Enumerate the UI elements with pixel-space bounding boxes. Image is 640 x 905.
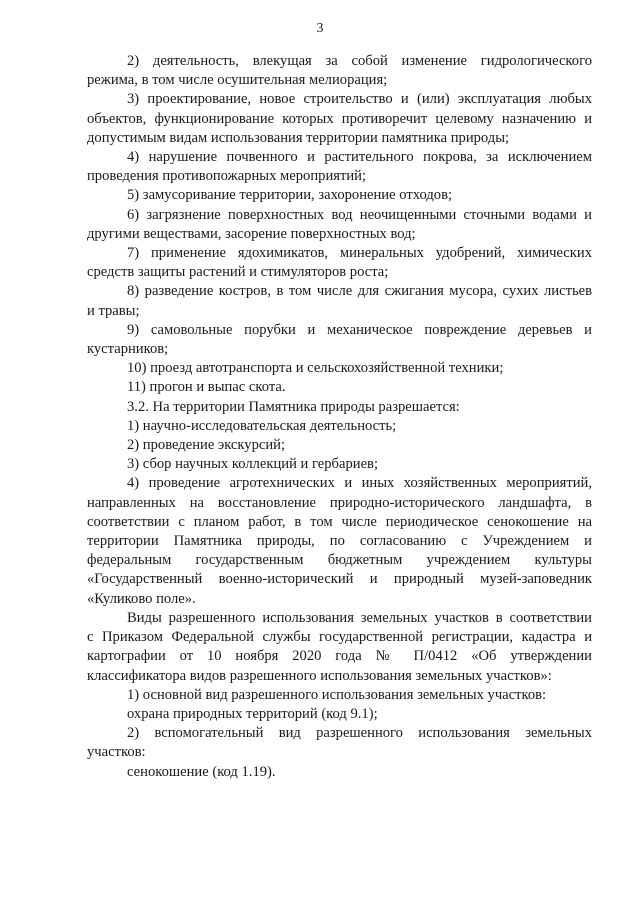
text-line: 6) загрязнение поверхностных вод неочищенными сточными водами и xyxy=(127,206,592,223)
paragraph xyxy=(87,686,592,705)
paragraph xyxy=(87,378,592,397)
document-body xyxy=(87,52,592,782)
paragraph xyxy=(87,455,592,474)
text-line: 1) основной вид разрешенного использования земельных участков: xyxy=(127,686,547,703)
text-line: территории Памятника природы, по согласованию с Учреждением и xyxy=(87,533,592,550)
text-line: «Государственный военно-исторический и природный музей-заповедник xyxy=(87,571,592,588)
text-line: 4) нарушение почвенного и растительного покрова, за исключением xyxy=(127,149,592,166)
text-line: федеральным государственным бюджетным учреждением культуры xyxy=(87,552,592,569)
text-line: 7) применение ядохимикатов, минеральных удобрений, химических xyxy=(127,245,592,262)
text-line: сенокошение (код 1.19). xyxy=(127,763,276,780)
text-line: картографии от 10 ноября 2020 года № П/0412 «Об утверждении xyxy=(87,648,592,665)
text-line: режима, в том числе осушительная мелиорация; xyxy=(87,72,388,89)
text-line: 8) разведение костров, в том числе для сжигания мусора, сухих листьев xyxy=(127,283,592,300)
paragraph xyxy=(87,244,592,282)
paragraph xyxy=(87,398,592,417)
paragraph xyxy=(87,148,592,186)
text-line: соответствии с планом работ, в том числе периодическое сенокошение на xyxy=(87,513,592,530)
text-line: 3) проектирование, новое строительство и (или) эксплуатация любых xyxy=(127,91,592,108)
text-line: 10) проезд автотранспорта и сельскохозяйственной техники; xyxy=(127,360,504,377)
text-line: 3.2. На территории Памятника природы разрешается: xyxy=(127,398,460,415)
text-line: Виды разрешенного использования земельных участков в соответствии xyxy=(127,609,592,626)
text-line: направленных на восстановление природно-исторического ландшафта, в xyxy=(87,494,592,511)
text-line: 1) научно-исследовательская деятельность; xyxy=(127,417,397,434)
text-line: 11) прогон и выпас скота. xyxy=(127,379,286,396)
text-line: другими веществами, засорение поверхностных вод; xyxy=(87,225,416,242)
text-line: объектов, функционирование которых противоречит целевому назначению и xyxy=(87,110,592,127)
text-line: 3) сбор научных коллекций и гербариев; xyxy=(127,456,378,473)
paragraph xyxy=(87,609,592,686)
paragraph xyxy=(87,705,592,724)
text-line: 2) деятельность, влекущая за собой изменение гидрологического xyxy=(127,53,592,69)
paragraph xyxy=(87,321,592,359)
text-line: допустимым видам использования территории памятника природы; xyxy=(87,129,510,146)
paragraph xyxy=(87,52,592,90)
paragraph xyxy=(87,436,592,455)
paragraph xyxy=(87,282,592,320)
paragraph xyxy=(87,724,592,762)
text-line: проведения противопожарных мероприятий; xyxy=(87,168,367,185)
text-line: средств защиты растений и стимуляторов роста; xyxy=(87,264,389,281)
text-line: классификатора видов разрешенного использования земельных участков»: xyxy=(87,667,552,684)
text-line: 2) вспомогательный вид разрешенного использования земельных xyxy=(127,725,592,742)
text-line: 9) самовольные порубки и механическое повреждение деревьев и xyxy=(127,321,592,338)
text-line: участков: xyxy=(87,744,146,761)
text-line: «Куликово поле». xyxy=(87,590,196,607)
paragraph xyxy=(87,206,592,244)
paragraph xyxy=(87,474,592,608)
text-line: 2) проведение экскурсий; xyxy=(127,437,286,454)
text-line: кустарников; xyxy=(87,341,169,358)
text-line: и травы; xyxy=(87,302,140,319)
text-line: охрана природных территорий (код 9.1); xyxy=(127,705,378,722)
paragraph xyxy=(87,186,592,205)
text-line: с Приказом Федеральной службы государственной регистрации, кадастра и xyxy=(87,629,592,646)
paragraph xyxy=(87,359,592,378)
page-number: 3 xyxy=(316,21,324,36)
text-line: 4) проведение агротехнических и иных хозяйственных мероприятий, xyxy=(127,475,592,492)
paragraph xyxy=(87,763,592,782)
paragraph xyxy=(87,90,592,148)
text-line: 5) замусоривание территории, захоронение отходов; xyxy=(127,187,453,204)
paragraph xyxy=(87,417,592,436)
